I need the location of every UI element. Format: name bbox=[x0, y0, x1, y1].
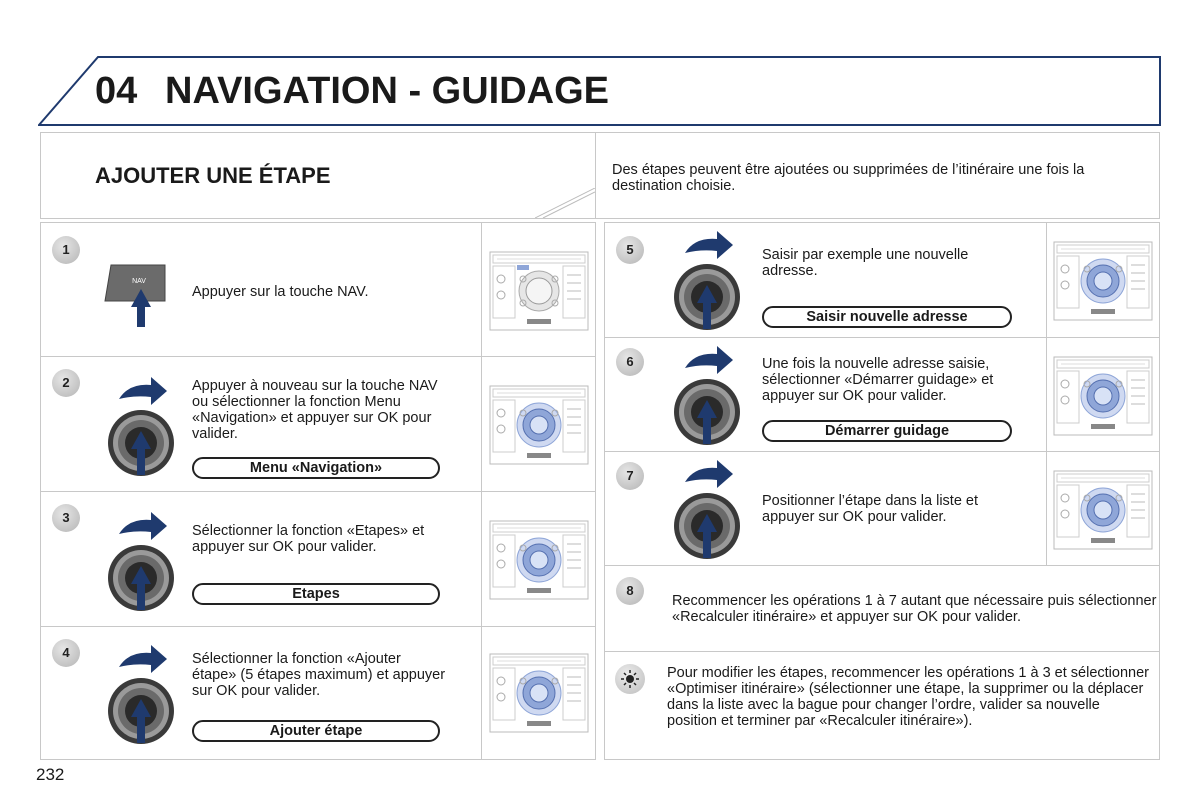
step-number: 7 bbox=[616, 462, 644, 490]
step-number: 3 bbox=[52, 504, 80, 532]
radio-panel-image bbox=[489, 385, 589, 465]
step-5 bbox=[604, 222, 1160, 338]
page-title: NAVIGATION - GUIDAGE bbox=[165, 70, 610, 112]
step-text: Recommencer les opérations 1 à 7 autant que nécessaire puis sélectionner «Recalculer itinéraire» et appuyer sur OK pour valider. bbox=[672, 593, 1157, 625]
rotary-knob-icon bbox=[101, 371, 181, 481]
step-1 bbox=[40, 222, 596, 357]
step-number: 6 bbox=[616, 348, 644, 376]
page-number: 232 bbox=[36, 765, 65, 784]
step-text: Saisir par exemple une nouvelle adresse. bbox=[762, 247, 969, 279]
step-text: Appuyer sur la touche NAV. bbox=[192, 284, 369, 300]
step-4 bbox=[40, 627, 596, 760]
step-number: 5 bbox=[616, 236, 644, 264]
intro-box bbox=[596, 132, 1160, 219]
tip-badge bbox=[615, 664, 645, 694]
step-number: 2 bbox=[52, 369, 80, 397]
step-number: 4 bbox=[52, 639, 80, 667]
rotary-knob-icon bbox=[667, 454, 747, 564]
step-text: Une fois la nouvelle adresse saisie, sélectionner «Démarrer guidage» et appuyer sur OK pour valider. bbox=[762, 356, 994, 404]
step-7 bbox=[604, 452, 1160, 566]
radio-panel-image bbox=[1053, 470, 1153, 550]
tip-box bbox=[604, 652, 1160, 760]
step-text: Positionner l’étape dans la liste et appuyer sur OK pour valider. bbox=[762, 493, 979, 525]
menu-option-label: Ajouter étape bbox=[192, 720, 440, 742]
step-number: 1 bbox=[52, 236, 80, 264]
menu-option-label: Démarrer guidage bbox=[762, 420, 1012, 442]
step-3 bbox=[40, 492, 596, 627]
chapter-number: 04 bbox=[95, 70, 138, 112]
step-number: 8 bbox=[616, 577, 644, 605]
menu-option-label: Etapes bbox=[192, 583, 440, 605]
menu-option-label: Menu «Navigation» bbox=[192, 457, 440, 479]
rotary-knob-icon bbox=[667, 225, 747, 335]
step-text: Sélectionner la fonction «Etapes» et appuyer sur OK pour valider. bbox=[192, 523, 425, 555]
radio-panel-image bbox=[489, 653, 589, 733]
menu-option-label: Saisir nouvelle adresse bbox=[762, 306, 1012, 328]
step-8 bbox=[604, 566, 1160, 652]
radio-panel-image bbox=[489, 251, 589, 331]
section-title: AJOUTER UNE ÉTAPE bbox=[95, 163, 331, 188]
nav-button-icon bbox=[103, 259, 173, 329]
step-2 bbox=[40, 357, 596, 492]
rotary-knob-icon bbox=[101, 506, 181, 616]
radio-panel-image bbox=[1053, 241, 1153, 321]
intro-text: Des étapes peuvent être ajoutées ou supprimées de l’itinéraire une fois la destination choisie. bbox=[612, 162, 1085, 194]
step-text: Appuyer à nouveau sur la touche NAV ou sélectionner la fonction Menu «Navigation» et appuyer sur OK pour valider. bbox=[192, 378, 438, 442]
fold-corner bbox=[535, 188, 595, 218]
rotary-knob-icon bbox=[667, 340, 747, 450]
rotary-knob-icon bbox=[101, 639, 181, 749]
section-title-box bbox=[40, 132, 596, 219]
radio-panel-image bbox=[1053, 356, 1153, 436]
step-6 bbox=[604, 338, 1160, 452]
nav-key-label: NAV bbox=[132, 278, 146, 285]
step-text: Sélectionner la fonction «Ajouter étape» (5 étapes maximum) et appuyer sur OK pour valider. bbox=[192, 651, 446, 699]
tip-sun-icon bbox=[615, 664, 645, 694]
tip-text: Pour modifier les étapes, recommencer les opérations 1 à 3 et sélectionner «Optimiser itinéraire» (sélectionner une étape, la supprimer ou la déplacer dans la liste avec la bague pour changer l’ordre, valider sa nouvelle position et terminer par «Recalculer itinéraire»). bbox=[667, 665, 1149, 729]
radio-panel-image bbox=[489, 520, 589, 600]
